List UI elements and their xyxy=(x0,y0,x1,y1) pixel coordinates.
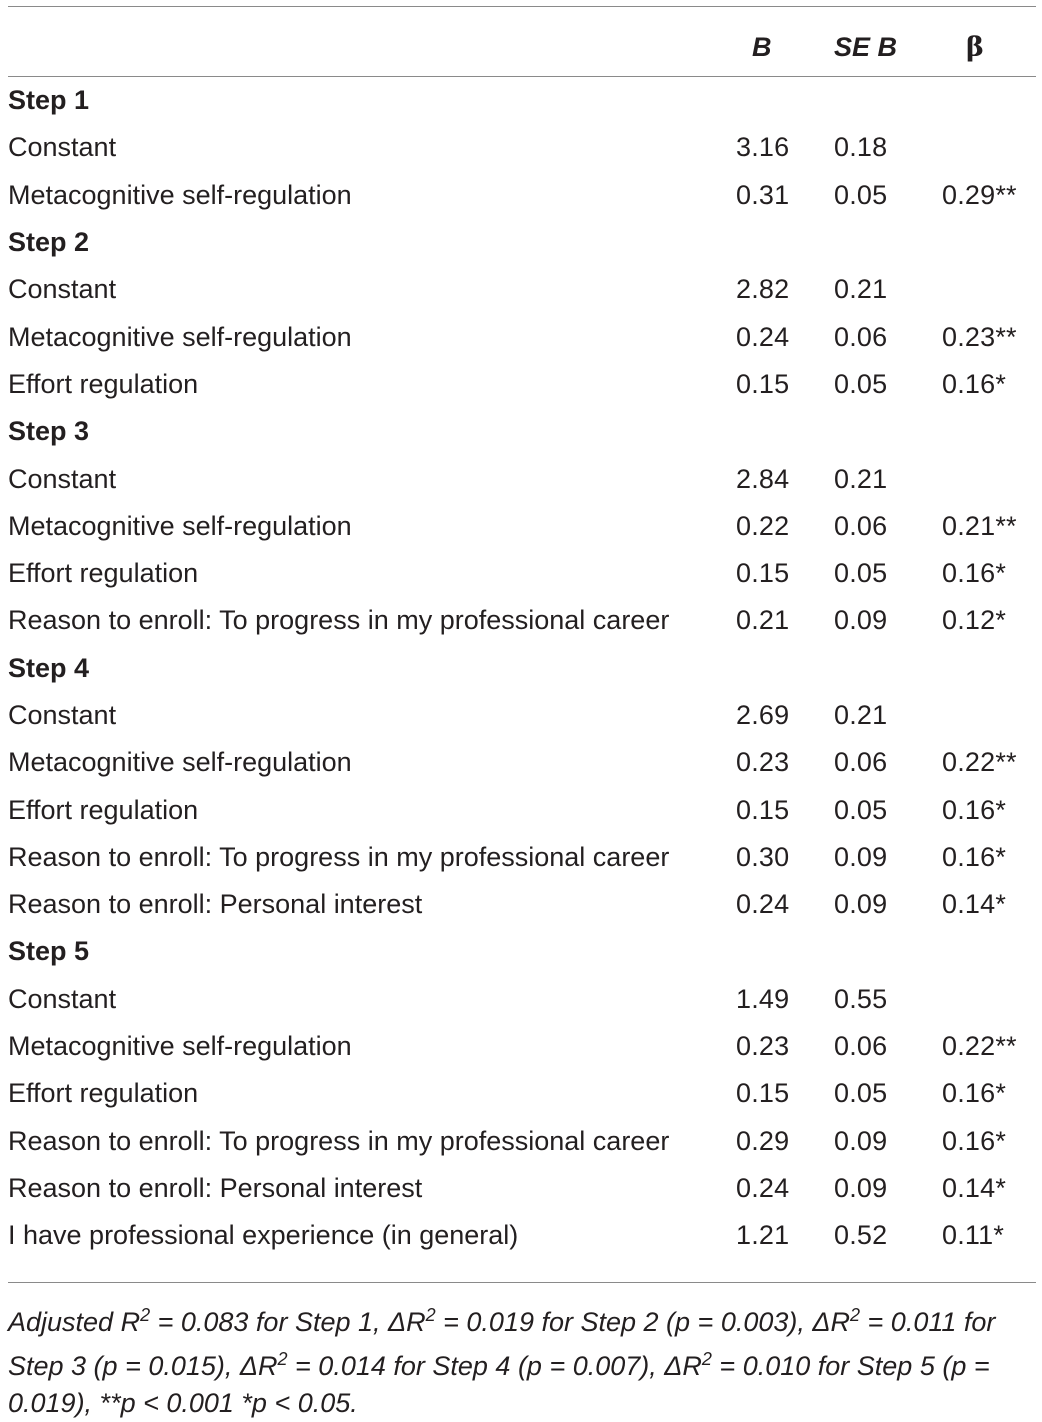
predictor-label: Reason to enroll: Personal interest xyxy=(8,1172,423,1203)
b-value: 0.23 xyxy=(736,1031,790,1062)
step-label: Step 4 xyxy=(8,652,90,683)
step-heading-row xyxy=(0,408,1042,455)
beta-value: 0.22** xyxy=(942,1031,1017,1062)
table-row xyxy=(0,1165,1042,1212)
superscript-2: 2 xyxy=(140,1305,151,1325)
b-value: 0.31 xyxy=(736,179,790,210)
beta-value: 0.16* xyxy=(942,841,1007,872)
b-value: 0.24 xyxy=(736,889,790,920)
se-b-value: 0.05 xyxy=(834,368,888,399)
b-value: 1.21 xyxy=(736,1220,790,1251)
superscript-2: 2 xyxy=(425,1305,436,1325)
beta-value xyxy=(934,976,1042,1023)
se-b-value: 0.09 xyxy=(834,841,888,872)
se-b-value: 0.06 xyxy=(834,1031,888,1062)
b-value: 0.30 xyxy=(736,841,790,872)
predictor-label: Metacognitive self-regulation xyxy=(8,1031,352,1062)
beta-value: 0.11* xyxy=(942,1220,1005,1251)
beta-value xyxy=(934,124,1042,171)
se-b-value: 0.06 xyxy=(834,510,888,541)
beta-value: 0.12* xyxy=(942,605,1007,636)
predictor-label: Effort regulation xyxy=(8,558,199,589)
predictor-label: Constant xyxy=(8,132,117,163)
predictor-label: Metacognitive self-regulation xyxy=(8,510,352,541)
step-label: Step 2 xyxy=(8,227,90,258)
table-row xyxy=(0,692,1042,739)
table-row xyxy=(0,881,1042,928)
se-b-value: 0.09 xyxy=(834,1125,888,1156)
table-row xyxy=(0,1023,1042,1070)
beta-value: 0.29** xyxy=(942,179,1017,210)
b-value: 0.23 xyxy=(736,747,790,778)
beta-value: 0.16* xyxy=(942,1125,1007,1156)
table-row xyxy=(0,739,1042,786)
step-heading-row xyxy=(0,219,1042,266)
table-row xyxy=(0,313,1042,360)
predictor-label: Constant xyxy=(8,463,117,494)
b-value: 0.15 xyxy=(736,368,790,399)
se-b-value: 0.09 xyxy=(834,889,888,920)
se-b-value: 0.09 xyxy=(834,605,888,636)
predictor-label: Constant xyxy=(8,983,117,1014)
table-row xyxy=(0,550,1042,597)
predictor-label: I have professional experience (in general) xyxy=(8,1220,519,1251)
table-row xyxy=(0,1212,1042,1259)
se-b-value: 0.52 xyxy=(834,1220,888,1251)
beta-value xyxy=(934,692,1042,739)
superscript-2: 2 xyxy=(277,1349,288,1369)
b-value: 3.16 xyxy=(736,132,790,163)
se-b-value: 0.05 xyxy=(834,794,888,825)
predictor-label: Reason to enroll: To progress in my professional career xyxy=(8,1125,670,1156)
predictor-label: Effort regulation xyxy=(8,1078,199,1109)
b-value: 1.49 xyxy=(736,983,790,1014)
step-label: Step 5 xyxy=(8,936,90,967)
b-value: 2.84 xyxy=(736,463,790,494)
se-b-value: 0.21 xyxy=(834,700,888,730)
table-footnote: Adjusted $R^2 = 0.083$ for Step 1, $\Delta R^2 = 0.019$ for Step 2 (p = 0.003), $\Delta R^2 = 0.011$ for Step 3 (p = 0.015), $\Delta R^2 = 0.014$ for Step 4 (p = 0.007), $\Delta R^2 = 0.010$ for Step 5 (p = 0.019), **p < 0.001 *p < 0.05. xyxy=(8,1305,996,1418)
beta-value: 0.16* xyxy=(942,368,1007,399)
table-row xyxy=(0,976,1042,1023)
se-b-value: 0.55 xyxy=(834,983,888,1014)
header-row xyxy=(0,17,1042,77)
b-value: 0.22 xyxy=(736,510,790,541)
header-label xyxy=(0,17,726,77)
se-b-value: 0.05 xyxy=(834,179,888,210)
se-b-value: 0.06 xyxy=(834,747,888,778)
predictor-label: Reason to enroll: To progress in my professional career xyxy=(8,841,670,872)
predictor-label: Constant xyxy=(8,700,117,730)
predictor-label: Metacognitive self-regulation xyxy=(8,321,352,352)
b-value: 0.29 xyxy=(736,1125,790,1156)
b-value: 0.15 xyxy=(736,1078,790,1109)
header-b: B xyxy=(752,31,772,62)
table-row xyxy=(0,124,1042,171)
header-se-b: SE B xyxy=(834,31,898,62)
b-value: 2.69 xyxy=(736,700,790,730)
predictor-label: Reason to enroll: Personal interest xyxy=(8,889,423,920)
regression-table xyxy=(0,17,1042,1259)
header-beta: β xyxy=(966,31,984,63)
superscript-2: 2 xyxy=(701,1349,712,1369)
predictor-label: Metacognitive self-regulation xyxy=(8,747,352,778)
beta-value: 0.14* xyxy=(942,889,1007,920)
step-heading-row xyxy=(0,928,1042,975)
se-b-value: 0.09 xyxy=(834,1172,888,1203)
step-heading-row xyxy=(0,77,1042,124)
beta-value: 0.16* xyxy=(942,1078,1007,1109)
se-b-value: 0.05 xyxy=(834,1078,888,1109)
table-row xyxy=(0,786,1042,833)
beta-value: 0.16* xyxy=(942,794,1007,825)
beta-value: 0.22** xyxy=(942,747,1017,778)
b-value: 0.21 xyxy=(736,605,790,636)
table-top-rule xyxy=(8,6,1036,7)
se-b-value: 0.05 xyxy=(834,558,888,589)
table-row xyxy=(0,266,1042,313)
table-row xyxy=(0,503,1042,550)
table-row xyxy=(0,1070,1042,1117)
table-row xyxy=(0,361,1042,408)
table-row xyxy=(0,1118,1042,1165)
table-row xyxy=(0,172,1042,219)
predictor-label: Effort regulation xyxy=(8,794,199,825)
se-b-value: 0.18 xyxy=(834,132,888,163)
beta-value: 0.16* xyxy=(942,558,1007,589)
beta-value xyxy=(934,266,1042,313)
b-value: 0.15 xyxy=(736,558,790,589)
table-row xyxy=(0,597,1042,644)
beta-value xyxy=(934,455,1042,502)
b-value: 0.24 xyxy=(736,321,790,352)
table-bottom-rule xyxy=(8,1282,1036,1283)
predictor-label: Metacognitive self-regulation xyxy=(8,179,352,210)
step-label: Step 3 xyxy=(8,416,90,447)
superscript-2: 2 xyxy=(850,1305,861,1325)
table-row xyxy=(0,834,1042,881)
se-b-value: 0.06 xyxy=(834,321,888,352)
beta-value: 0.23** xyxy=(942,321,1017,352)
predictor-label: Effort regulation xyxy=(8,368,199,399)
step-heading-row xyxy=(0,645,1042,692)
predictor-label: Constant xyxy=(8,274,117,305)
se-b-value: 0.21 xyxy=(834,463,888,494)
b-value: 0.24 xyxy=(736,1172,790,1203)
se-b-value: 0.21 xyxy=(834,274,888,305)
beta-value: 0.14* xyxy=(942,1172,1007,1203)
b-value: 2.82 xyxy=(736,274,790,305)
step-label: Step 1 xyxy=(8,85,90,116)
beta-value: 0.21** xyxy=(942,510,1017,541)
table-row xyxy=(0,455,1042,502)
table-body xyxy=(0,77,1042,1259)
predictor-label: Reason to enroll: To progress in my professional career xyxy=(8,605,670,636)
b-value: 0.15 xyxy=(736,794,790,825)
